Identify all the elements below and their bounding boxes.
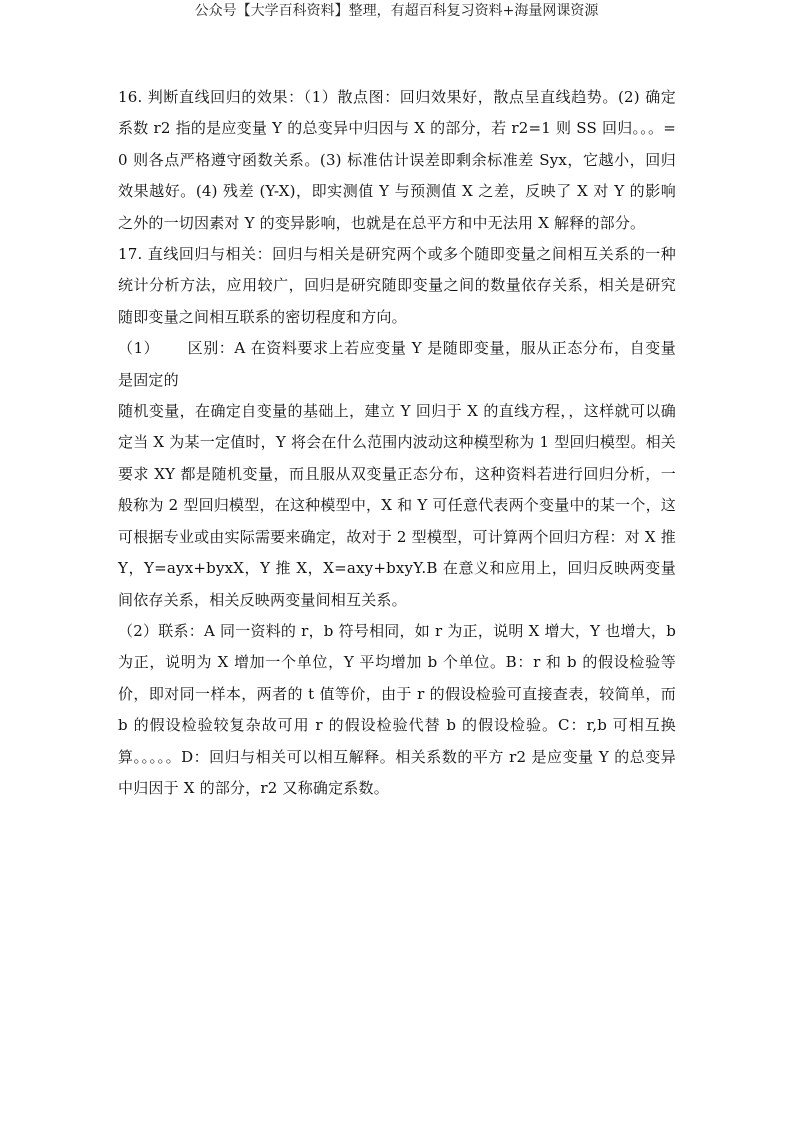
page-header: 公众号【大学百科资料】整理，有超百科复习资料+海量网课资源 (194, 3, 599, 19)
paragraph-16-regression-effect: 16. 判断直线回归的效果：（1）散点图：回归效果好，散点呈直线趋势。(2) 确定系数 r2 指的是应变量 Y 的总变异中归因与 X 的部分，若 r2=1 则 SS 回归。。。=0 则各点严格遵守函数关系。(3) 标准估计误差即剩余标准差 Syx，它越小，回归效果越好。(4) 残差 (Y-X)，即实测值 Y 与预测值 X 之差，反映了 X 对 Y 的影响之外的一切因素对 Y 的变异影响，也就是在总平方和中无法用 X 解释的部分。 (118, 88, 676, 232)
paragraph-difference-text: 区别：A 在资料要求上若应变量 Y 是随即变量，服从正态分布，自变量是固定的 (118, 339, 676, 389)
paragraph-difference (118, 333, 676, 396)
document-body (118, 82, 676, 804)
paragraph-connection: （2）联系：A 同一资料的 r，b 符号相同，如 r 为正，说明 X 增大，Y 也增大，b 为正，说明为 X 增加一个单位，Y 平均增加 b 个单位。B：r 和 b 的假设检验等价，即对同一样本，两者的 t 值等价，由于 r 的假设检验可直接查表，较简单，而 b 的假设检验较复杂故可用 r 的假设检验代替 b 的假设检验。C：r,b 可相互换算。。。。。D：回归与相关可以相互解释。相关系数的平方 r2 是应变量 Y 的总变异中归因于 X 的部分，r2 又称确定系数。 (118, 621, 676, 797)
list-marker: （1） (118, 339, 160, 358)
paragraph-difference-continued: 随机变量，在确定自变量的基础上，建立 Y 回归于 X 的直线方程，，这样就可以确定当 X 为某一定值时，Y 将会在什么范围内波动这种模型称为 1 型回归模型。相关要求 XY 都是随机变量，而且服从双变量正态分布，这种资料若进行回归分析，一般称为 2 型回归模型，在这种模型中，X 和 Y 可任意代表两个变量中的某一个，这可根据专业或由实际需要来确定，故对于 2 型模型，可计算两个回归方程：对 X 推 Y，Y=ayx+byxX，Y 推 X，X=axy+bxyY.B 在意义和应用上，回归反映两变量间依存关系，相关反映两变量间相互关系。 (118, 402, 676, 609)
paragraph-17-regression-correlation: 17. 直线回归与相关：回归与相关是研究两个或多个随即变量之间相互关系的一种统计分析方法，应用较广，回归是研究随即变量之间的数量依存关系，相关是研究随即变量之间相互联系的密切程度和方向。 (118, 245, 676, 326)
